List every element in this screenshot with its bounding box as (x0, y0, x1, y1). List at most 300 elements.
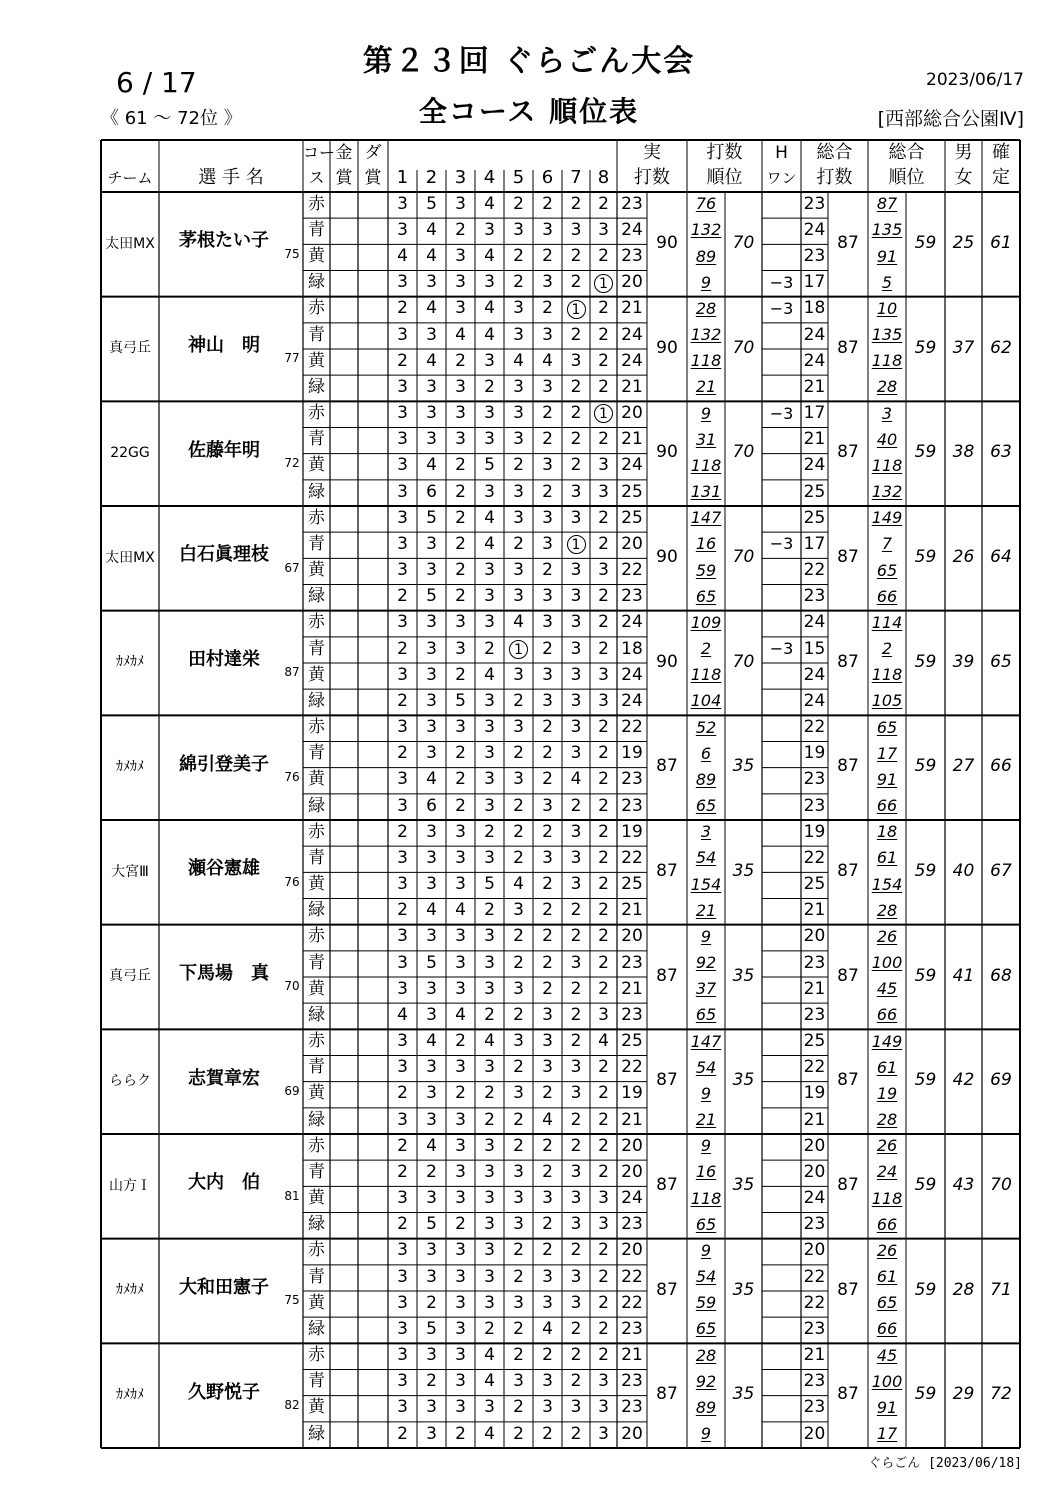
gender-rank: 28 (952, 1279, 975, 1300)
hole-score: 2 (598, 1345, 609, 1366)
hole-score: 3 (542, 1292, 553, 1313)
course-rank: 59 (695, 1293, 717, 1313)
hole-score: 4 (426, 298, 437, 319)
actual-strokes: 90 (656, 651, 678, 672)
final-rank: 69 (990, 1070, 1012, 1091)
course-rank: 89 (695, 246, 717, 266)
hole-score: 2 (542, 638, 553, 659)
hole-score: 4 (484, 298, 495, 319)
hole-score: 3 (455, 874, 466, 895)
course-color: 緑 (308, 272, 325, 293)
hole-score: 3 (426, 821, 437, 842)
hole-score: 3 (426, 324, 437, 345)
course-color: 赤 (308, 1240, 325, 1261)
hole-score: 2 (397, 821, 408, 842)
course-rank: 154 (690, 874, 722, 894)
hole-score: 3 (455, 612, 466, 633)
final-rank: 67 (990, 860, 1012, 881)
course-rank: 92 (695, 1371, 717, 1391)
course-subtotal: 22 (621, 560, 643, 581)
course-rank: 16 (695, 534, 717, 554)
course-color: 黄 (308, 1397, 325, 1418)
col-final: 定 (992, 167, 1010, 189)
total-strokes: 87 (837, 1384, 859, 1405)
total-strokes: 87 (837, 1070, 859, 1091)
hole-score: 2 (513, 1266, 524, 1287)
course-total: 24 (803, 612, 826, 633)
hole-score: 2 (542, 952, 553, 973)
stroke-rank: 35 (732, 756, 755, 777)
col-hole: 3 (454, 167, 467, 189)
hole-score: 3 (570, 1188, 582, 1209)
hole-score: 3 (570, 743, 582, 764)
total-rank-col: 59 (914, 860, 937, 881)
col-stroke-rank: 打数 (706, 142, 743, 164)
hole-score: 3 (426, 690, 437, 711)
hole-score: 3 (397, 429, 408, 450)
total-strokes: 87 (837, 756, 859, 777)
course-color: 黄 (308, 1188, 325, 1209)
team-name: ｶﾒｶﾒ (116, 1386, 144, 1403)
hole-score: 2 (570, 272, 582, 293)
hole-score: 3 (570, 219, 582, 240)
hole-score: 3 (598, 455, 609, 476)
hole-score: 5 (484, 455, 495, 476)
course-color: 青 (308, 847, 325, 868)
course-total-rank: 61 (876, 1057, 898, 1077)
hole-score: 2 (455, 1214, 466, 1235)
total-strokes: 87 (837, 337, 859, 358)
hole-score: 2 (513, 1318, 524, 1339)
course-color: 赤 (308, 403, 325, 424)
course-total-rank: 40 (876, 429, 898, 449)
hole-score: 3 (426, 874, 437, 895)
hole-score: 3 (598, 481, 609, 502)
stroke-rank: 70 (732, 546, 755, 567)
hole-score: 2 (513, 272, 524, 293)
hole-score: 3 (455, 978, 466, 999)
hole-score: 3 (570, 952, 582, 973)
hole-score: 2 (542, 900, 553, 921)
hole-score: 2 (570, 1004, 582, 1025)
total-strokes: 87 (837, 1174, 859, 1195)
hole-score: 3 (598, 1188, 609, 1209)
course-subtotal: 22 (621, 847, 643, 868)
course-total: 20 (803, 1135, 826, 1156)
course-subtotal: 22 (621, 1266, 643, 1287)
course-total: 19 (803, 1083, 826, 1104)
course-rank: 147 (690, 508, 722, 528)
hole-score: 3 (513, 1031, 524, 1052)
hole-score: 3 (397, 612, 408, 633)
stroke-rank: 35 (732, 965, 755, 986)
hole-score: 2 (455, 586, 466, 607)
gender-rank: 27 (952, 756, 975, 777)
hole-score: 2 (598, 900, 609, 921)
hole-score: 2 (484, 821, 495, 842)
hole-score: 3 (397, 847, 408, 868)
hole-score: 3 (598, 1423, 609, 1444)
course-rank: 65 (695, 1319, 717, 1339)
hole-score: 3 (426, 926, 437, 947)
hole-score: 3 (484, 560, 495, 581)
col-final: 確 (992, 142, 1010, 164)
hole-score: 2 (598, 926, 609, 947)
hole-score: 2 (513, 193, 524, 214)
col-team: チーム (107, 168, 153, 187)
hole-score: 3 (542, 664, 553, 685)
course-subtotal: 20 (621, 533, 643, 554)
hole-score: 2 (455, 481, 466, 502)
player-name: 大和田憲子 (179, 1277, 269, 1299)
gender-rank: 41 (952, 965, 975, 986)
course-total: 23 (803, 1004, 826, 1025)
hole-score: 2 (455, 507, 466, 528)
player-name: 志賀章宏 (188, 1067, 260, 1089)
hole-score: 2 (484, 1318, 495, 1339)
course-subtotal: 25 (621, 874, 643, 895)
course-rank: 9 (700, 1240, 712, 1260)
hole-score: 3 (484, 272, 495, 293)
hole-score: 3 (397, 795, 408, 816)
final-rank: 65 (990, 651, 1012, 672)
hole-in-one-mark: 1 (594, 274, 613, 293)
col-gender: 女 (954, 167, 973, 189)
hole-score: 3 (598, 219, 609, 240)
hole-score: 2 (397, 586, 408, 607)
hole-score: 3 (513, 507, 524, 528)
course-color: 黄 (308, 874, 325, 895)
col-hole: 8 (597, 167, 610, 189)
hole-score: 3 (455, 847, 466, 868)
hole-score: 2 (513, 795, 524, 816)
hole-score: 3 (397, 481, 408, 502)
course-total: 17 (803, 533, 826, 554)
hole-score: 2 (570, 900, 582, 921)
hole-score: 2 (397, 1423, 408, 1444)
hole-score: 3 (570, 638, 582, 659)
course-total-rank: 10 (876, 298, 898, 318)
hole-score: 3 (455, 376, 466, 397)
hole-score: 4 (426, 219, 437, 240)
hole-score: 5 (426, 1214, 437, 1235)
hole-score: 3 (397, 717, 408, 738)
gender-rank: 38 (952, 442, 975, 463)
hole-score: 4 (484, 1345, 495, 1366)
course-total-rank: 17 (876, 1424, 898, 1444)
course-total: 23 (803, 1214, 826, 1235)
hole-score: 3 (397, 324, 408, 345)
hole-score: 3 (484, 743, 495, 764)
hole-score: 2 (598, 847, 609, 868)
team-name: 真弓丘 (109, 968, 151, 985)
actual-strokes: 87 (656, 1070, 678, 1091)
hole-score: 2 (513, 1397, 524, 1418)
hole-score: 2 (542, 821, 553, 842)
course-color: 青 (308, 429, 325, 450)
gender-rank: 25 (952, 232, 975, 253)
col-gold: 金 (335, 142, 353, 163)
player-name: 茅根たい子 (179, 230, 269, 252)
course-rank: 54 (695, 1267, 717, 1287)
hole-score: 3 (542, 1266, 553, 1287)
course-subtotal: 18 (621, 638, 643, 659)
course-color: 黄 (308, 664, 325, 685)
hole-score: 3 (542, 1031, 553, 1052)
hole-score: 3 (570, 1292, 582, 1313)
course-total-rank: 61 (876, 848, 898, 868)
actual-strokes: 90 (656, 337, 678, 358)
hole-score: 5 (426, 1318, 437, 1339)
total-rank-col: 59 (914, 1070, 937, 1091)
course-color: 赤 (308, 612, 325, 633)
hole-score: 2 (513, 1057, 524, 1078)
course-subtotal: 21 (621, 1109, 643, 1130)
hole-score: 4 (426, 246, 437, 267)
col-total: 打数 (816, 167, 853, 189)
player-name: 神山 明 (188, 335, 260, 357)
hole-score: 2 (598, 1109, 609, 1130)
hole-score: 3 (455, 1318, 466, 1339)
course-total: 24 (803, 690, 826, 711)
hole-score: 2 (598, 1083, 609, 1104)
course-total-rank: 65 (876, 560, 898, 580)
hole-score: 2 (598, 769, 609, 790)
course-total: 21 (803, 1345, 826, 1366)
course-subtotal: 24 (621, 219, 643, 240)
hole-score: 2 (570, 1240, 582, 1261)
hole-score: 3 (426, 1240, 437, 1261)
hole-score: 3 (542, 507, 553, 528)
stroke-rank: 70 (732, 337, 755, 358)
course-total-rank: 135 (871, 325, 903, 345)
course-total: 17 (803, 403, 826, 424)
hole-score: 3 (397, 874, 408, 895)
course-subtotal: 24 (621, 612, 643, 633)
hole-score: 2 (513, 821, 524, 842)
course-total: 23 (803, 586, 826, 607)
hole-score: 3 (513, 481, 524, 502)
hole-score: 3 (426, 612, 437, 633)
hole-score: 3 (455, 1057, 466, 1078)
col-total: 総合 (816, 142, 853, 164)
hole-score: 5 (426, 193, 437, 214)
hole-score: 2 (598, 298, 609, 319)
team-name: 太田MX (105, 235, 155, 252)
hole-score: 3 (513, 717, 524, 738)
course-rank: 52 (695, 717, 717, 737)
player-age: 75 (284, 246, 300, 261)
hole-score: 3 (426, 533, 437, 554)
course-subtotal: 20 (621, 272, 643, 293)
hole-score: 3 (455, 1345, 466, 1366)
course-color: 青 (308, 952, 325, 973)
col-hole: 4 (483, 167, 496, 189)
gender-rank: 26 (952, 546, 975, 567)
course-total-rank: 105 (871, 691, 903, 711)
hole-score: 3 (598, 690, 609, 711)
hole-score: 2 (455, 1423, 466, 1444)
hole-score: 3 (570, 1057, 582, 1078)
hole-score: 3 (455, 1135, 466, 1156)
actual-strokes: 87 (656, 1384, 678, 1405)
hole-score: 3 (455, 1109, 466, 1130)
course-color: 緑 (308, 690, 325, 711)
hole-score: 3 (426, 978, 437, 999)
hole-score: 3 (484, 1214, 495, 1235)
course-subtotal: 22 (621, 1057, 643, 1078)
hole-score: 3 (542, 1397, 553, 1418)
hole-score: 3 (484, 350, 495, 371)
course-rank: 21 (695, 1110, 717, 1130)
course-total-rank: 66 (876, 1005, 898, 1025)
hole-score: 3 (397, 1057, 408, 1078)
course-subtotal: 21 (621, 376, 643, 397)
hole-score: 3 (570, 847, 582, 868)
hole-score: 4 (484, 507, 495, 528)
hole-score: 3 (426, 429, 437, 450)
hole-score: 2 (513, 533, 524, 554)
course-total: 21 (803, 900, 826, 921)
hole-score: 3 (542, 1188, 553, 1209)
course-total-rank: 61 (876, 1267, 898, 1287)
col-hole: 6 (541, 167, 554, 189)
hole-score: 3 (397, 978, 408, 999)
hole-score: 2 (397, 1214, 408, 1235)
hole-score: 3 (513, 324, 524, 345)
course-subtotal: 21 (621, 900, 643, 921)
hole-score: 3 (484, 403, 495, 424)
hole-score: 2 (542, 481, 553, 502)
course-color: 黄 (308, 1083, 325, 1104)
player-age: 87 (284, 665, 300, 680)
course-rank: 89 (695, 1397, 717, 1417)
course-rank: 54 (695, 848, 717, 868)
course-color: 赤 (308, 193, 325, 214)
hole-score: 2 (542, 978, 553, 999)
col-stroke-rank: 順位 (706, 167, 743, 189)
hole-score: 3 (542, 1004, 553, 1025)
total-strokes: 87 (837, 651, 859, 672)
course-total-rank: 132 (871, 482, 903, 502)
hole-score: 2 (397, 1161, 408, 1182)
hole-score: 3 (513, 376, 524, 397)
hole-score: 3 (513, 978, 524, 999)
hole-score: 3 (542, 376, 553, 397)
course-color: 黄 (308, 455, 325, 476)
hole-score: 2 (513, 455, 524, 476)
hole-score: 3 (397, 219, 408, 240)
hole-score: 2 (598, 1161, 609, 1182)
hole-score: 2 (570, 1345, 582, 1366)
hole-score: 3 (397, 403, 408, 424)
col-course: ス (308, 168, 325, 188)
player-age: 75 (284, 1293, 300, 1308)
final-rank: 68 (990, 965, 1012, 986)
course-rank: 3 (700, 822, 712, 842)
hole-score: 3 (542, 1057, 553, 1078)
col-da: 賞 (364, 167, 382, 188)
hole-score: 2 (570, 324, 582, 345)
hole-score: 3 (570, 586, 582, 607)
hole-score: 3 (513, 1292, 524, 1313)
hole-score: 3 (455, 1240, 466, 1261)
hole-score: 3 (484, 926, 495, 947)
actual-strokes: 87 (656, 860, 678, 881)
hole-score: 2 (570, 1031, 582, 1052)
course-total-rank: 18 (876, 822, 898, 842)
hole-score: 3 (426, 847, 437, 868)
course-total: 20 (803, 1240, 826, 1261)
hole-score: 4 (426, 350, 437, 371)
hole-score: 3 (484, 1292, 495, 1313)
hole-score: 2 (570, 1371, 582, 1392)
hole-score: 2 (484, 1004, 495, 1025)
course-total-rank: 100 (871, 1371, 903, 1391)
course-subtotal: 24 (621, 350, 643, 371)
course-color: 赤 (308, 717, 325, 738)
hole-score: 4 (455, 324, 466, 345)
course-rank: 109 (690, 612, 722, 632)
hole-score: 3 (570, 1266, 582, 1287)
hole-score: 2 (513, 1240, 524, 1261)
course-color: 青 (308, 533, 325, 554)
course-rank: 28 (695, 1345, 717, 1365)
hole-score: 2 (513, 847, 524, 868)
hole-score: 3 (484, 952, 495, 973)
total-rank-col: 59 (914, 756, 937, 777)
course-total: 21 (803, 1109, 826, 1130)
course-total: 22 (803, 847, 826, 868)
course-total-rank: 19 (876, 1083, 898, 1103)
hole-score: 3 (397, 1188, 408, 1209)
total-strokes: 87 (837, 232, 859, 253)
course-total-rank: 26 (876, 1240, 898, 1260)
hole-score: 2 (570, 246, 582, 267)
course-subtotal: 19 (621, 743, 643, 764)
hole-score: 3 (484, 1240, 495, 1261)
course-rank: 9 (700, 1424, 712, 1444)
hole-score: 3 (542, 533, 553, 554)
hole-score: 3 (542, 455, 553, 476)
course-subtotal: 20 (621, 1161, 643, 1182)
final-rank: 70 (990, 1174, 1012, 1195)
course-rank: 132 (690, 325, 722, 345)
gender-rank: 42 (952, 1070, 975, 1091)
hole-score: 2 (397, 743, 408, 764)
course-total: 25 (803, 481, 826, 502)
hole-score: 3 (397, 1397, 408, 1418)
hole-score: 3 (397, 533, 408, 554)
hole-score: 2 (570, 1135, 582, 1156)
hole-score: 2 (542, 1083, 553, 1104)
course-total-rank: 66 (876, 586, 898, 606)
actual-strokes: 90 (656, 546, 678, 567)
hole-score: 3 (484, 219, 495, 240)
hole-score: 3 (455, 246, 466, 267)
course-color: 青 (308, 1371, 325, 1392)
hole-score: 4 (397, 1004, 408, 1025)
hole-score: 2 (598, 350, 609, 371)
hole-score: 2 (455, 350, 466, 371)
course-subtotal: 23 (621, 795, 643, 816)
col-da: ダ (364, 142, 382, 163)
course-subtotal: 21 (621, 978, 643, 999)
col-hole: 7 (570, 167, 582, 189)
course-color: 黄 (308, 978, 325, 999)
hole-score: 3 (484, 1057, 495, 1078)
hole-score: 2 (455, 560, 466, 581)
